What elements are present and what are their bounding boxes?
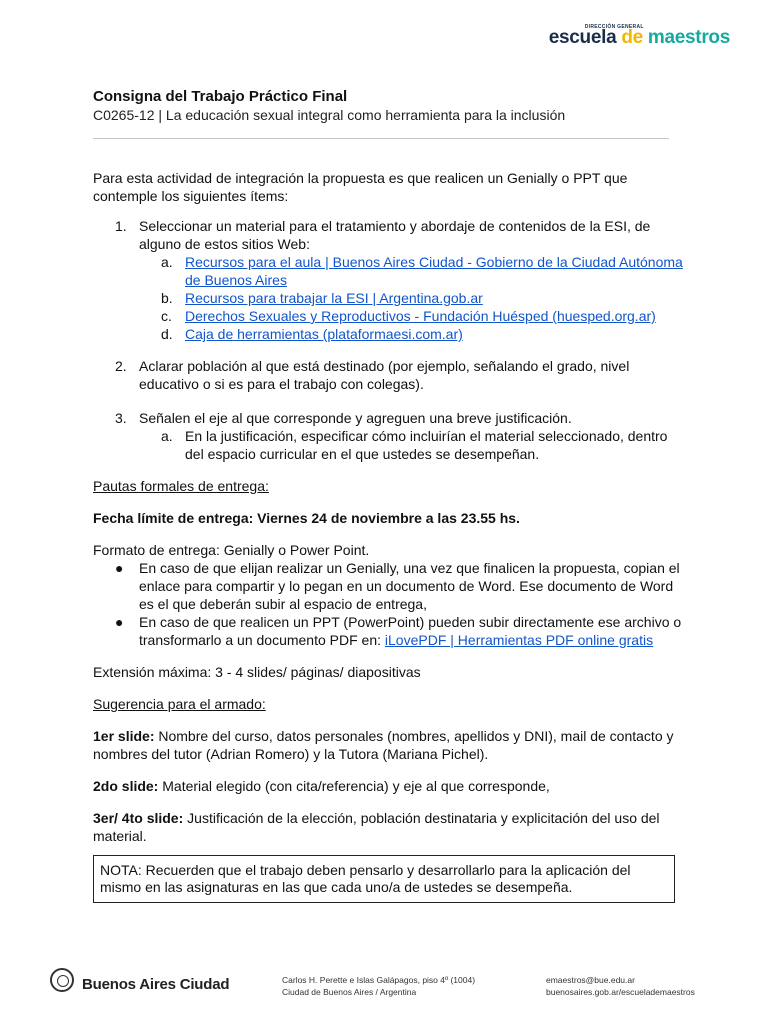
slide-desc: Nombre del curso, datos personales (nombres, apellidos y DNI), mail de contacto y nombres del tutor (Adrian Romero) y la Tutora (Mariana Pichel).: [93, 728, 674, 762]
deadline-text: Fecha límite de entrega: Viernes 24 de noviembre a las 23.55 hs.: [93, 510, 520, 526]
link-caja-herramientas[interactable]: Caja de herramientas (plataformaesi.com.ar): [185, 326, 463, 342]
page-title: Consigna del Trabajo Práctico Final: [93, 88, 348, 105]
address-line-2: Ciudad de Buenos Aires / Argentina: [282, 987, 417, 997]
bullet-marker: ●: [115, 614, 124, 630]
brand-word-escuela: escuela: [548, 27, 617, 48]
slide-2-text: [93, 777, 683, 795]
sub-item: [139, 307, 683, 325]
list-item-2: [93, 357, 683, 393]
item-number: 2.: [115, 358, 127, 374]
link-recursos-aula[interactable]: Recursos para el aula | Buenos Aires Ciudad - Gobierno de la Ciudad Autónoma de Buenos Aires: [185, 254, 683, 288]
brand-word-maestros: maestros: [647, 27, 730, 48]
footer-web: buenosaires.gob.ar/escuelademaestros: [546, 987, 695, 997]
document-body: [93, 87, 683, 903]
slide-label: 2do slide:: [93, 778, 159, 794]
item-text: Señalen el eje al que corresponde y agreguen una breve justificación.: [139, 410, 572, 426]
sub-letter: b.: [161, 290, 173, 306]
pautas-title: Pautas formales de entrega:: [93, 478, 269, 494]
item-number: 1.: [115, 218, 127, 234]
brand-small-text: DIRECCIÓN GENERAL: [584, 24, 644, 30]
intro-text: Para esta actividad de integración la propuesta es que realicen un Genially o PPT que contemple los siguientes ítems:: [93, 170, 628, 204]
sub-letter: d.: [161, 326, 173, 342]
nota-box: NOTA: Recuerden que el trabajo deben pensarlo y desarrollarlo para la aplicación del mismo en las asignaturas en las que cada uno/a de ustedes se desempeña.: [93, 855, 675, 903]
sub-item: [139, 289, 683, 307]
link-ilovepdf[interactable]: iLovePDF | Herramientas PDF online gratis: [384, 632, 654, 648]
bullet-item: [93, 559, 683, 613]
sub-list: [139, 427, 683, 463]
sub-letter: a.: [161, 254, 173, 270]
item-text: Aclarar población al que está destinado (por ejemplo, señalando el grado, nivel educativo o si es para el trabajo con colegas).: [139, 358, 630, 392]
footer-contact: [546, 974, 695, 998]
link-derechos-huesped[interactable]: Derechos Sexuales y Reproductivos - Fundación Huésped (huesped.org.ar): [185, 308, 656, 324]
slide-desc: Material elegido (con cita/referencia) y eje al que corresponde,: [158, 778, 550, 794]
bullet-text: En caso de que elijan realizar un Genially, una vez que finalicen la propuesta, copian el enlace para compartir y lo pegan en un documento de Word. Ese documento de Word es el que deberán subir al espacio de entrega,: [139, 560, 680, 612]
brand-logo: [549, 24, 730, 48]
formato-text: Formato de entrega: Genially o Power Point.: [93, 542, 370, 558]
slide-label: 3er/ 4to slide:: [93, 810, 184, 826]
sub-letter: c.: [161, 308, 172, 324]
bullet-list: [93, 559, 683, 649]
link-recursos-esi[interactable]: Recursos para trabajar la ESI | Argentina.gob.ar: [185, 290, 483, 306]
item-text: Seleccionar un material para el tratamiento y abordaje de contenidos de la ESI, de alguno de estos sitios Web:: [139, 218, 651, 252]
item-number: 3.: [115, 410, 127, 426]
sub-item: [139, 253, 683, 289]
sub-item: [139, 427, 683, 463]
bullet-text: En caso de que realicen un PPT (PowerPoint) pueden subir directamente ese archivo o transformarlo a un documento PDF en:: [139, 614, 682, 648]
slide-3-text: [93, 809, 683, 845]
slide-desc: Justificación de la elección, población destinataria y explicitación del uso del material.: [93, 810, 660, 844]
list-item-3: [93, 409, 683, 463]
footer-city: Buenos Aires Ciudad: [82, 976, 230, 993]
footer: [0, 962, 768, 1012]
page-subtitle: C0265-12 | La educación sexual integral como herramienta para la inclusión: [93, 107, 566, 123]
footer-address: [282, 974, 475, 998]
city-seal-icon: [50, 968, 74, 992]
list-item-1: [93, 217, 683, 343]
links-list: [139, 253, 683, 343]
sub-text: En la justificación, especificar cómo incluirían el material seleccionado, dentro del espacio curricular en el que ustedes se desempeñan.: [185, 428, 668, 462]
slide-1-text: [93, 727, 683, 763]
extension-text: Extensión máxima: 3 - 4 slides/ páginas/ diapositivas: [93, 664, 421, 680]
bullet-marker: ●: [115, 560, 124, 576]
items-list: [93, 217, 683, 463]
sub-item: [139, 325, 683, 343]
brand-word-de: de: [621, 27, 643, 48]
footer-email: emaestros@bue.edu.ar: [546, 975, 635, 985]
sub-letter: a.: [161, 428, 173, 444]
slide-label: 1er slide:: [93, 728, 155, 744]
divider: [93, 138, 669, 139]
address-line-1: Carlos H. Perette e Islas Galápagos, piso 4º (1004): [282, 975, 476, 985]
sugerencia-title: Sugerencia para el armado:: [93, 696, 266, 712]
bullet-item: [93, 613, 683, 649]
